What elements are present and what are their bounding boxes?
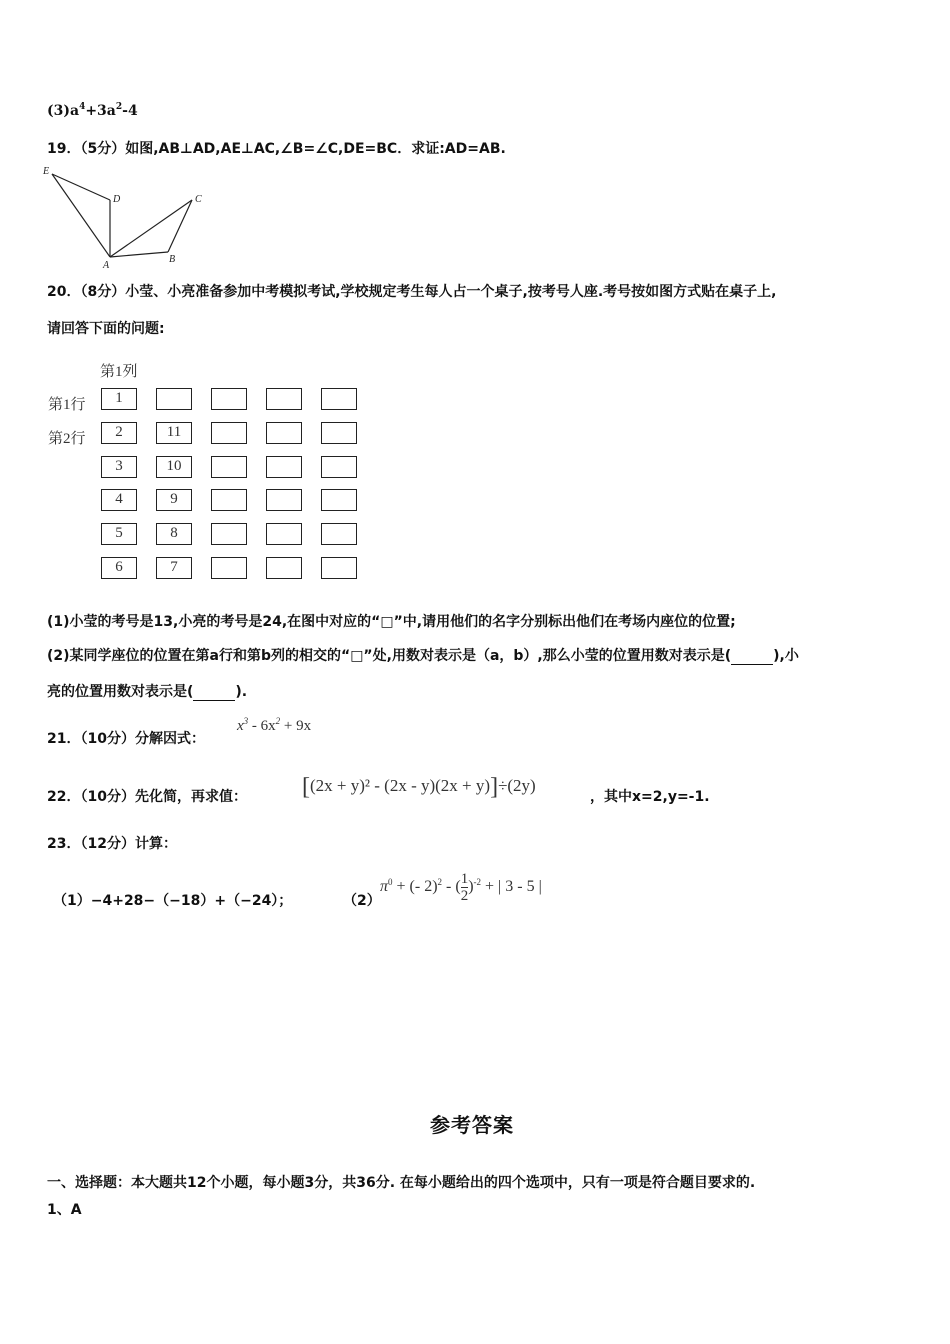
answers-title: 参考答案 [430, 1113, 514, 1137]
seat-cell: 11 [156, 422, 192, 444]
q23-e: + | 3 - 5 | [481, 878, 542, 896]
label-C: C [195, 194, 202, 205]
q22-expr: (2x + y)² - (2x - y)(2x + y) [310, 776, 491, 795]
seat-cell [321, 523, 357, 545]
q20-line1: 20．（8分）小莹、小亮准备参加中考模拟考试,学校规定考生每人占一个桌子,按考号人座.考号按如图方式贴在桌子上, [47, 284, 777, 300]
q20-sub2-b: ),小 [773, 648, 799, 664]
q21-expression [237, 716, 311, 735]
seat-cell: 9 [156, 489, 192, 511]
answer-blank-xiaoying[interactable] [731, 648, 773, 665]
q21-a: x [237, 718, 244, 734]
seat-cell [211, 422, 247, 444]
q23-exp2: 2 [437, 877, 443, 888]
q23-frac-den: 2 [460, 888, 469, 904]
q18-prefix: (3)a [47, 103, 80, 119]
seat-cell [321, 422, 357, 444]
q20-sub2-d: ). [235, 684, 248, 700]
q20-sub2-line2 [47, 681, 247, 701]
seat-cell [266, 456, 302, 478]
q20-sub2-a: (2)某同学座位的位置在第a行和第b列的相交的“□”处,用数对表示是（a，b）,那么小莹的位置用数对表示是( [47, 648, 732, 664]
q20-line2: 请回答下面的问题: [47, 321, 165, 337]
seat-cell: 1 [101, 388, 137, 410]
q23-b: + (- 2) [392, 878, 438, 896]
seat-cell [321, 388, 357, 410]
seat-cell: 5 [101, 523, 137, 545]
q22-text: 22．（10分）先化简，再求值： [47, 789, 247, 805]
q23-part1: （1）−4+28−（−18）+（−24）； [53, 893, 293, 909]
seat-cell: 6 [101, 557, 137, 579]
seat-cell [211, 456, 247, 478]
q18-suffix: -4 [122, 103, 138, 119]
seat-cell [266, 523, 302, 545]
grid-col-label: 第1列 [100, 364, 138, 380]
q23-exp0: 0 [388, 877, 393, 888]
seat-cell: 8 [156, 523, 192, 545]
q20-sub1: (1)小莹的考号是13,小亮的考号是24,在图中对应的“□”中,请用他们的名字分别标出他们在考场内座位的位置; [47, 614, 736, 630]
seat-cell [321, 557, 357, 579]
seat-cell [266, 388, 302, 410]
seat-cell [266, 422, 302, 444]
label-B: B [169, 254, 176, 265]
seat-cell: 2 [101, 422, 137, 444]
seat-cell [266, 489, 302, 511]
q23-pi: π [380, 878, 389, 896]
q18-exp2: 2 [115, 102, 123, 112]
q21-text: 21．（10分）分解因式： [47, 731, 205, 747]
seat-cell: 7 [156, 557, 192, 579]
q18-mid: +3a [85, 103, 116, 119]
seat-cell [211, 523, 247, 545]
seat-cell [211, 489, 247, 511]
seat-cell [321, 489, 357, 511]
q20-sub2-c: 亮的位置用数对表示是( [47, 684, 194, 700]
q18-part3 [47, 102, 138, 119]
q18-exp1: 4 [79, 102, 86, 112]
q22-expression [302, 774, 536, 801]
answer-blank-xiaoliang[interactable] [193, 684, 235, 701]
q23-expression [380, 871, 542, 904]
q22-tail: ，其中x=2,y=-1. [590, 789, 710, 805]
answer-1: 1、A [47, 1202, 82, 1218]
line-AB [110, 252, 168, 257]
line-AC [110, 200, 192, 257]
q19-figure [40, 164, 220, 269]
q23-c: - ( [442, 878, 461, 896]
grid-row1-label: 第1行 [48, 397, 86, 413]
q21-b: - 6x [248, 718, 276, 734]
q20-sub2 [47, 645, 799, 665]
q19-text: 19．（5分）如图,AB⊥AD,AE⊥AC,∠B=∠C,DE=BC．求证:AD=AB. [47, 141, 506, 157]
q23-exp-neg2: -2 [473, 877, 482, 888]
q22-bracket-left: [ [302, 774, 310, 800]
label-A: A [103, 260, 110, 269]
label-D: D [113, 194, 121, 205]
q21-c: + 9x [280, 718, 312, 734]
q22-bracket-right: ] [490, 774, 499, 800]
q23-frac-num: 1 [460, 871, 469, 887]
q21-exp-a: 3 [243, 716, 249, 726]
label-E: E [43, 166, 50, 177]
seat-cell [266, 557, 302, 579]
seat-cell [321, 456, 357, 478]
seat-cell: 3 [101, 456, 137, 478]
seat-cell: 4 [101, 489, 137, 511]
answers-section1: 一、选择题：本大题共12个小题，每小题3分，共36分. 在每小题给出的四个选项中，只有一项是符合题目要求的. [47, 1175, 756, 1191]
seat-cell [211, 388, 247, 410]
seat-cell: 10 [156, 456, 192, 478]
q23-part2-label: （2） [343, 893, 381, 909]
q23-text: 23．（12分）计算： [47, 836, 177, 852]
q21-exp-b: 2 [275, 716, 281, 726]
seat-cell [211, 557, 247, 579]
q23-d: ) [468, 878, 474, 896]
grid-row2-label: 第2行 [48, 431, 86, 447]
seat-cell [156, 388, 192, 410]
q22-div: ÷(2y) [498, 776, 536, 795]
